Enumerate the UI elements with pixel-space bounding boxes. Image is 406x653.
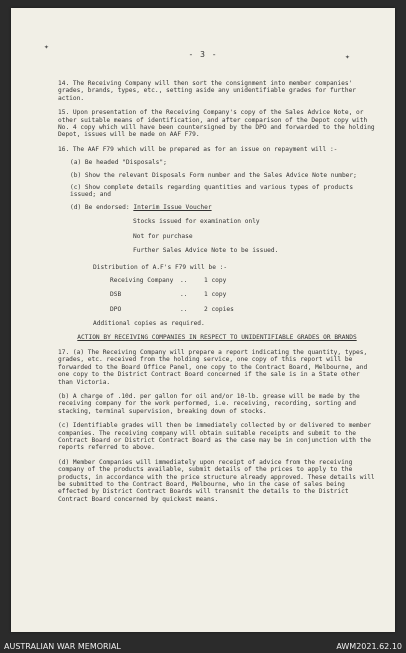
archive-reference: AWM2021.62.10 bbox=[336, 641, 402, 651]
distribution-recipient: DPO bbox=[110, 305, 122, 313]
distribution-quantity: 1 copy bbox=[204, 291, 227, 299]
item-c: (c) Show complete details regarding quantities and various types of products issued; and bbox=[70, 184, 354, 199]
voucher-line: Not for purchase bbox=[133, 232, 193, 240]
paragraph-15: 15. Upon presentation of the Receiving Company's copy of the Sales Advice Note, or other suitable means of identification, and after comparison of the Depot copy with No. 4 copy which will have been countersigned by the DPO and forwarded to the holding Depot, issues will be made on AAF F79. bbox=[58, 109, 375, 139]
paragraph-17c: (c) Identifiable grades will then be immediately collected by or delivered to member companies. The receiving company will obtain suitable receipts and submit to the Contract Board or District Contract Board as the case may be in conjunction with the reports referred to above. bbox=[58, 422, 371, 452]
pin-mark-icon: ✦ bbox=[44, 42, 49, 51]
paragraph-17b: (b) A charge of .10d. per gallon for oil and/or 10-lb. grease will be made by the receiving company for the work performed, i.e. receiving, recording, sorting and stacking, terminal supervision, breaking down of stocks. bbox=[58, 392, 360, 415]
item-d-label: (d) Be endorsed: bbox=[70, 203, 130, 211]
pin-mark-icon: ✦ bbox=[345, 52, 350, 61]
voucher-line: Stocks issued for examination only bbox=[133, 218, 260, 226]
page-number: - 3 - bbox=[188, 50, 218, 59]
distribution-recipient: Receiving Company bbox=[110, 276, 174, 284]
distribution-quantity: 1 copy bbox=[204, 276, 227, 284]
item-a: (a) Be headed "Disposals"; bbox=[70, 159, 167, 167]
distribution-row bbox=[58, 306, 376, 313]
paragraph-14: 14. The Receiving Company will then sort the consignment into member companies' grades, brands, types, etc., setting aside any unidentifiable grades for further action. bbox=[58, 80, 357, 102]
item-d bbox=[58, 204, 376, 211]
voucher-title: Interim Issue Voucher bbox=[133, 203, 212, 211]
document-page bbox=[11, 8, 395, 632]
document-body bbox=[58, 80, 376, 510]
distribution-dots: .. bbox=[180, 291, 188, 299]
distribution-dots: .. bbox=[180, 276, 188, 284]
archive-caption bbox=[0, 639, 406, 653]
distribution-quantity: 2 copies bbox=[204, 305, 234, 313]
distribution-intro: Distribution of A.F's F79 will be :- bbox=[93, 263, 228, 271]
paragraph-17d: (d) Member Companies will immediately upon receipt of advice from the receiving company of the products available, submit details of the prices to apply to the products, in accordance with the price structure already approved. These details will be submitted to the Contract Board, Melbourne, who in the case of sales being effected by District Contract Boards will transmit the details to the District Contract Board concerned by quickest means. bbox=[58, 458, 375, 503]
paragraph-17a: 17. (a) The Receiving Company will prepare a report indicating the quantity, types, grades, etc. received from the holding service, one copy of this report will be forwarded to the Board Office Panel, one copy to the Contract Board, Melbourne, and one copy to the District Contract Board concerned if the sale is in a State other than Victoria. bbox=[58, 348, 368, 386]
distribution-row bbox=[58, 277, 376, 284]
item-b: (b) Show the relevant Disposals Form number and the Sales Advice Note number; bbox=[70, 171, 357, 179]
distribution-row bbox=[58, 291, 376, 298]
distribution-recipient: DSB bbox=[110, 291, 122, 299]
paragraph-16: 16. The AAF F79 which will be prepared as for an issue on repayment will :- bbox=[58, 145, 338, 153]
distribution-note: Additional copies as required. bbox=[93, 320, 205, 328]
distribution-dots: .. bbox=[180, 305, 188, 313]
archive-name: AUSTRALIAN WAR MEMORIAL bbox=[4, 641, 121, 651]
section-heading: ACTION BY RECEIVING COMPANIES IN RESPECT TO UNIDENTIFIABLE GRADES OR BRANDS bbox=[77, 333, 357, 341]
voucher-line: Further Sales Advice Note to be issued. bbox=[133, 247, 279, 255]
